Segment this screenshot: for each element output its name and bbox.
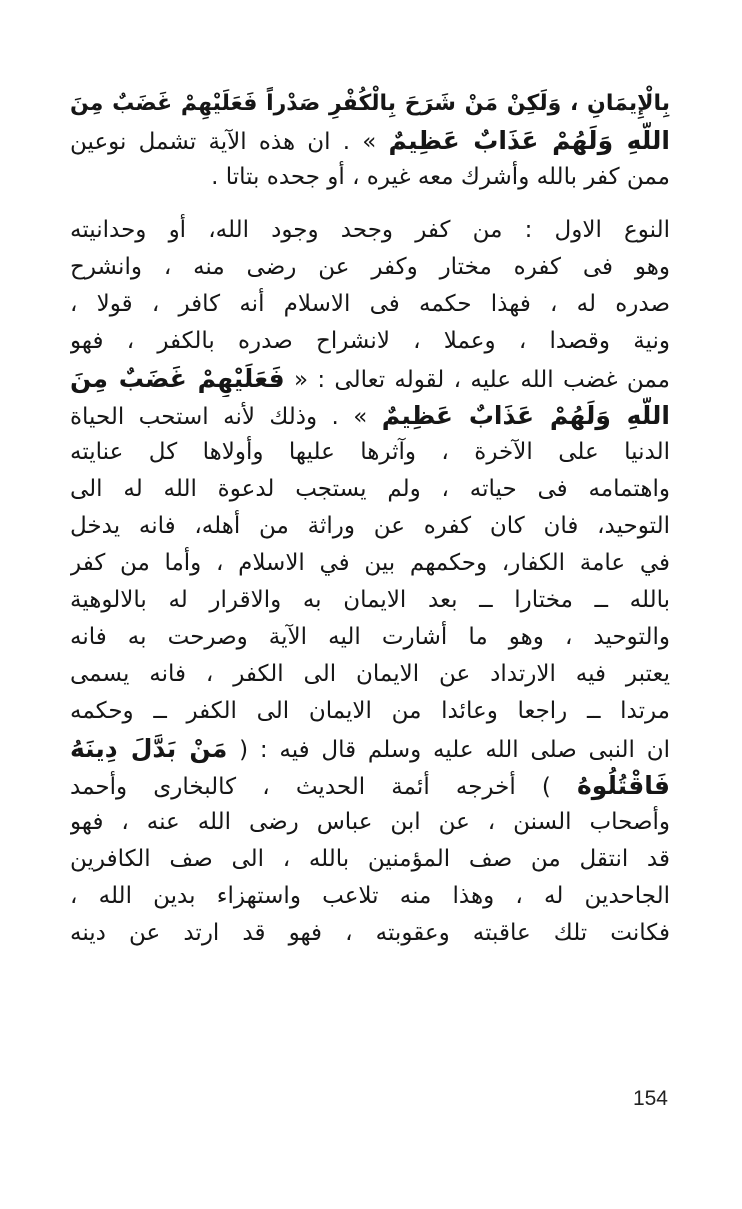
text-line: في عامة الكفار، وحكمهم بين في الاسلام ، وأما من كفر xyxy=(70,550,670,576)
text-line: والتوحيد ، وهو ما أشارت اليه الآية وصرحت به فانه xyxy=(70,624,670,650)
paragraph-continuation xyxy=(70,85,670,196)
text-line: فكانت تلك عاقبته وعقوبته ، فهو قد ارتد عن دينه xyxy=(70,920,670,946)
page-number: 154 xyxy=(632,1087,668,1110)
mixed-line xyxy=(70,730,670,767)
mixed-line xyxy=(70,360,670,397)
text-line: قد انتقل من صف المؤمنين بالله ، الى صف الكافرين xyxy=(70,846,670,872)
mixed-line xyxy=(70,122,670,159)
text-fragment: ممن غضب الله عليه ، لقوله تعالى : « xyxy=(284,367,670,393)
text-line: يعتبر فيه الارتداد عن الايمان الى الكفر ، فانه يسمى xyxy=(70,661,670,687)
text-line: التوحيد، فان كان كفره عن وراثة من أهله، فانه يدخل xyxy=(70,513,670,539)
text-line: مرتدا ــ راجعا وعائدا من الايمان الى الكفر ــ وحكمه xyxy=(70,698,670,724)
text-line: النوع الاول : من كفر وجحد وجود الله، أو وحدانيته xyxy=(70,217,670,243)
paragraph-first-type xyxy=(70,212,670,952)
text-fragment: ان النبى صلى الله عليه وسلم قال فيه : ( xyxy=(227,737,670,763)
text-fragment: » . ان هذه الآية تشمل نوعين xyxy=(70,129,389,155)
text-line: ونية وقصدا ، وعملا ، لانشراح صدره بالكفر ، فهو xyxy=(70,328,670,354)
quran-verse-fragment: اللَّهِ وَلَهُمْ عَذَابٌ عَظِيمٌ xyxy=(381,401,670,430)
mixed-line xyxy=(70,767,670,804)
text-line: صدره له ، فهذا حكمه فى الاسلام أنه كافر ، قولا ، xyxy=(70,291,670,317)
text-line: الدنيا على الآخرة ، وآثرها عليها وأولاها كل عنايته xyxy=(70,439,670,465)
text-fragment: ) أخرجه أئمة الحديث ، كالبخارى وأحمد xyxy=(70,774,578,800)
hadith-fragment: مَنْ بَدَّلَ دِينَهُ xyxy=(70,734,228,763)
quran-verse-fragment: فَعَلَيْهِمْ غَضَبٌ مِنَ xyxy=(70,364,285,393)
quran-verse-fragment: اللَّهِ وَلَهُمْ عَذَابٌ عَظِيمٌ xyxy=(388,126,670,155)
text-line: وأصحاب السنن ، عن ابن عباس رضى الله عنه ، فهو xyxy=(70,809,670,835)
hadith-fragment: فَاقْتُلُوهُ xyxy=(577,771,670,800)
page-body xyxy=(70,85,670,952)
quran-verse-line: بِالْإِيمَانِ ، وَلَكِنْ مَنْ شَرَحَ بِالْكُفْرِ صَدْراً فَعَلَيْهِمْ غَضَبٌ مِنَ xyxy=(70,91,670,116)
text-line: وهو فى كفره مختار وكفر عن رضى منه ، وانشرح xyxy=(70,254,670,280)
text-fragment: » . وذلك لأنه استحب الحياة xyxy=(70,404,382,430)
text-line: الجاحدين له ، وهذا منه تلاعب واستهزاء بدين الله ، xyxy=(70,883,670,909)
text-line: ممن كفر بالله وأشرك معه غيره ، أو جحده بتاتا . xyxy=(211,164,670,190)
text-line: بالله ــ مختارا ــ بعد الايمان به والاقرار له بالالوهية xyxy=(70,587,670,613)
mixed-line xyxy=(70,397,670,434)
text-line: واهتمامه فى حياته ، ولم يستجب لدعوة الله له الى xyxy=(70,476,670,502)
